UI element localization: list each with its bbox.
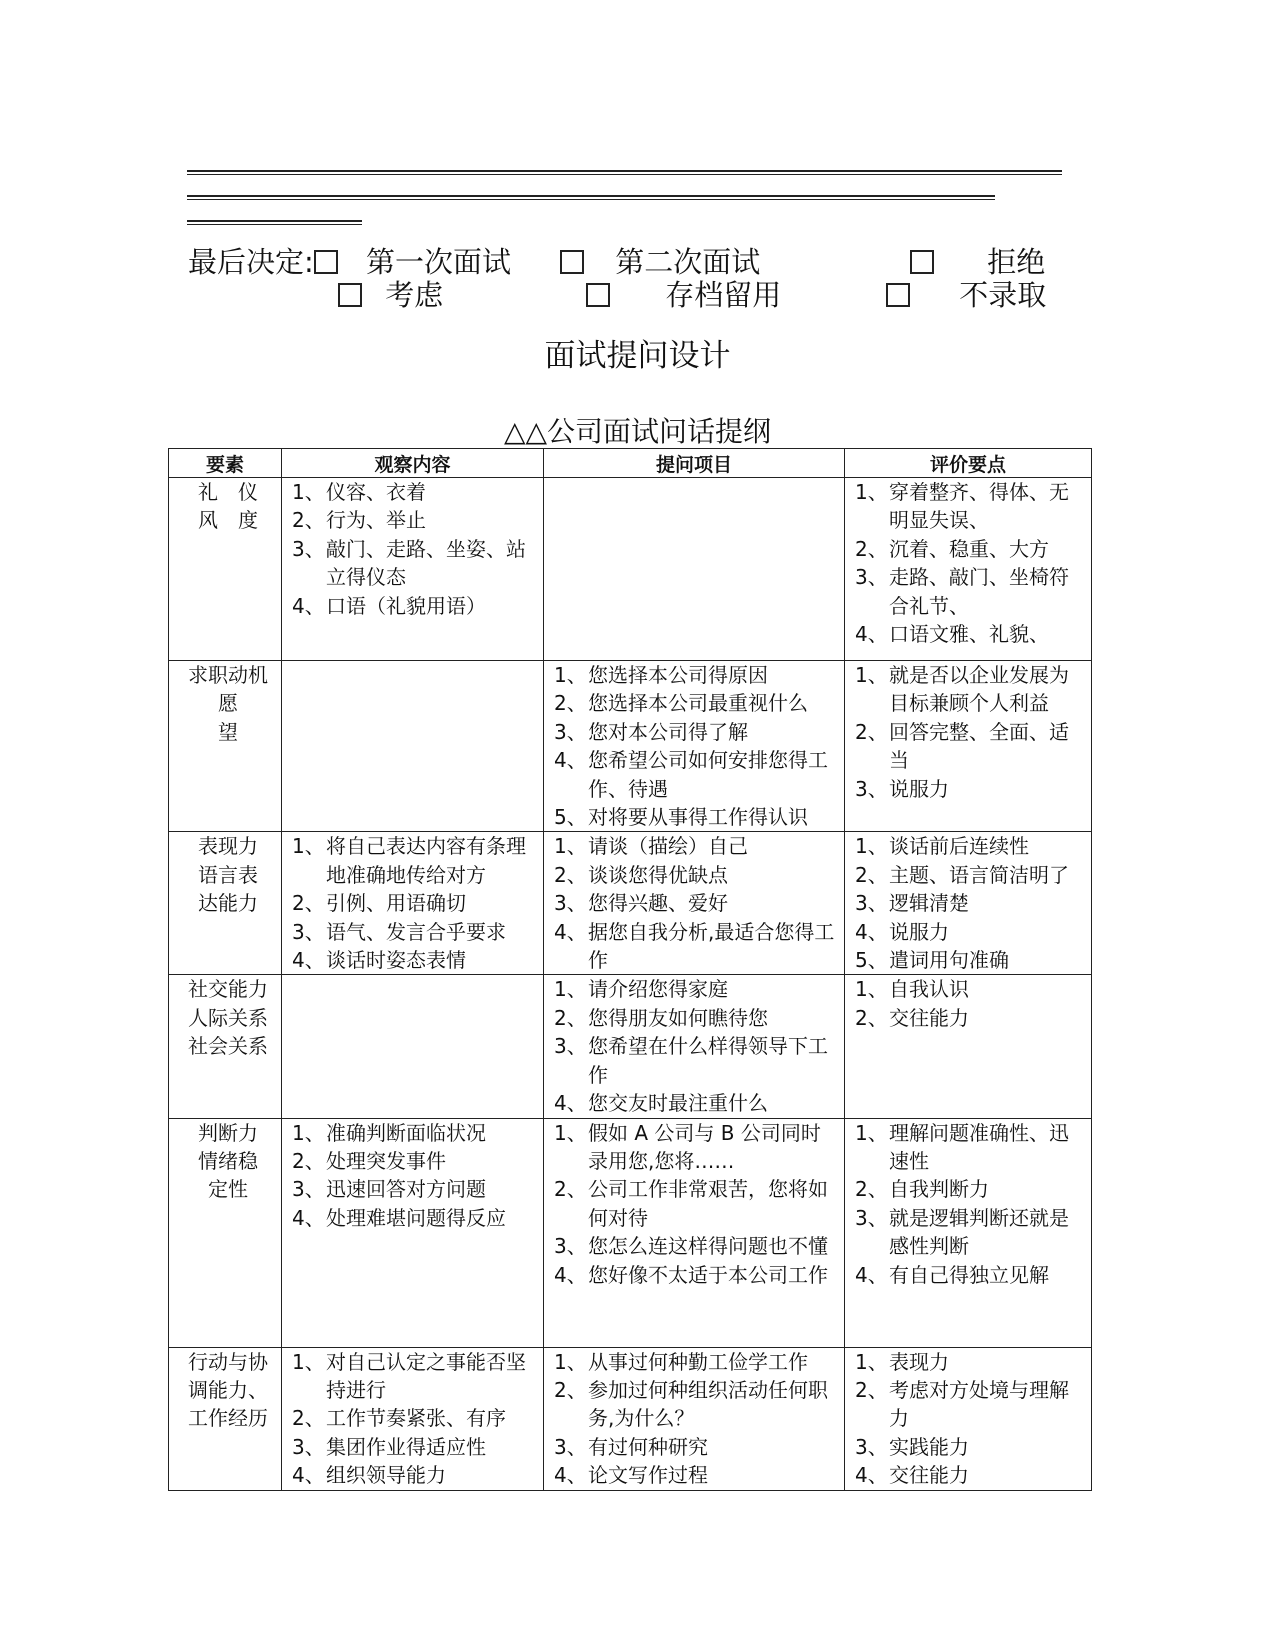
question-item — [554, 661, 840, 689]
item-text: 沉着、稳重、大方 — [889, 536, 1049, 561]
item-text: 您选择本公司得原因 — [588, 663, 768, 687]
evaluation-item — [855, 478, 1087, 535]
underline-3 — [187, 220, 362, 225]
item-number: 3、 — [855, 776, 888, 801]
item-number: 5、 — [554, 805, 587, 830]
item-number: 1、 — [554, 977, 587, 1002]
observe-item — [292, 1175, 539, 1203]
item-text: 假如 A 公司与 B 公司同时录用您,您将…… — [588, 1120, 821, 1173]
observe-item — [292, 1119, 539, 1147]
item-number: 3、 — [292, 1177, 325, 1202]
item-number: 2、 — [855, 1377, 888, 1402]
item-number: 4、 — [292, 948, 325, 973]
item-text: 自我判断力 — [889, 1177, 989, 1202]
item-text: 您得朋友如何瞧待您 — [588, 1005, 768, 1030]
item-text: 仪容、衣着 — [326, 480, 426, 504]
question-item — [554, 1119, 840, 1176]
option-archive-label: 存档留用 — [665, 278, 782, 312]
item-number: 1、 — [554, 663, 587, 687]
item-number: 4、 — [554, 1091, 587, 1116]
evaluation-item — [855, 861, 1087, 889]
final-decision-label: 最后决定: — [188, 245, 314, 279]
evaluation-item — [855, 620, 1087, 648]
item-text: 谈话前后连续性 — [889, 834, 1029, 859]
item-text: 遣词用句准确 — [889, 948, 1009, 973]
item-number: 3、 — [554, 719, 587, 744]
observe-cell — [282, 1118, 544, 1347]
item-text: 处理突发事件 — [326, 1148, 446, 1173]
item-text: 表现力 — [889, 1349, 949, 1374]
item-number: 3、 — [292, 919, 325, 944]
item-number: 3、 — [554, 1234, 587, 1259]
header-questions: 提问项目 — [544, 449, 845, 478]
table-row — [169, 478, 1092, 661]
evaluation-cell — [845, 1118, 1092, 1347]
item-number: 2、 — [855, 1005, 888, 1030]
item-number: 1、 — [554, 834, 587, 859]
question-item — [554, 1376, 840, 1433]
checkbox-archive[interactable] — [586, 283, 610, 307]
item-number: 4、 — [292, 1205, 325, 1230]
question-item — [554, 746, 840, 803]
item-number: 1、 — [554, 1120, 587, 1145]
item-text: 您希望在什么样得领导下工作 — [588, 1034, 828, 1087]
item-number: 2、 — [855, 862, 888, 887]
item-number: 1、 — [292, 834, 325, 859]
element-cell — [169, 1118, 282, 1347]
element-cell — [169, 478, 282, 661]
checkbox-reject[interactable] — [910, 250, 934, 274]
item-text: 您交友时最注重什么 — [588, 1091, 768, 1116]
item-text: 主题、语言简洁明了 — [889, 862, 1069, 887]
evaluation-item — [855, 918, 1087, 946]
observe-cell — [282, 1347, 544, 1490]
item-number: 3、 — [554, 1034, 587, 1059]
evaluation-item — [855, 1261, 1087, 1289]
question-item — [554, 1433, 840, 1461]
observe-item — [292, 1147, 539, 1175]
evaluation-cell — [845, 661, 1092, 832]
evaluation-item — [855, 775, 1087, 803]
evaluation-item — [855, 1348, 1087, 1376]
item-text: 敲门、走路、坐姿、站立得仪态 — [326, 536, 526, 590]
question-item — [554, 832, 840, 860]
element-line: 求职动机 — [188, 663, 268, 687]
underline-1 — [187, 170, 1062, 175]
observe-item — [292, 832, 539, 889]
item-text: 交往能力 — [889, 1463, 969, 1488]
item-number: 3、 — [554, 1434, 587, 1459]
evaluation-item — [855, 718, 1087, 775]
item-number: 1、 — [554, 1349, 587, 1374]
item-number: 4、 — [855, 1463, 888, 1488]
item-text: 语气、发言合乎要求 — [326, 919, 506, 944]
checkbox-consider[interactable] — [338, 283, 362, 307]
item-number: 1、 — [855, 480, 888, 504]
item-number: 1、 — [855, 1120, 888, 1145]
item-number: 1、 — [855, 834, 888, 859]
item-text: 自我认识 — [889, 977, 969, 1002]
item-number: 1、 — [292, 480, 325, 504]
observe-item — [292, 1348, 539, 1405]
observe-cell — [282, 975, 544, 1118]
item-text: 参加过何种组织活动任何职务,为什么？ — [588, 1377, 828, 1431]
element-line: 表现力 — [198, 834, 258, 859]
evaluation-item — [855, 975, 1087, 1003]
observe-cell — [282, 661, 544, 832]
table-body — [169, 478, 1092, 1491]
item-text: 交往能力 — [889, 1005, 969, 1030]
observe-item — [292, 918, 539, 946]
evaluation-item — [855, 1119, 1087, 1176]
question-item — [554, 861, 840, 889]
item-number: 2、 — [855, 1177, 888, 1202]
evaluation-cell — [845, 832, 1092, 975]
item-text: 论文写作过程 — [588, 1463, 708, 1488]
item-text: 谈谈您得优缺点 — [588, 862, 728, 887]
question-item — [554, 1348, 840, 1376]
item-number: 3、 — [554, 891, 587, 916]
element-line: 人际关系 — [188, 1005, 268, 1030]
question-item — [554, 975, 840, 1003]
item-number: 5、 — [855, 948, 888, 973]
header-element: 要素 — [169, 449, 282, 478]
checkbox-no-hire[interactable] — [886, 283, 910, 307]
element-line: 语言表 — [198, 862, 258, 887]
section-title: 面试提问设计 — [544, 338, 731, 374]
item-number: 4、 — [855, 1262, 888, 1287]
element-line: 达能力 — [198, 891, 258, 916]
item-text: 您希望公司如何安排您得工作、待遇 — [588, 748, 828, 801]
questions-cell — [544, 1347, 845, 1490]
question-item — [554, 803, 840, 831]
table-row — [169, 832, 1092, 975]
question-item — [554, 1175, 840, 1232]
questions-cell — [544, 478, 845, 661]
evaluation-item — [855, 1433, 1087, 1461]
item-text: 穿着整齐、得体、无明显失误、 — [889, 480, 1069, 533]
table-row — [169, 661, 1092, 832]
item-number: 2、 — [554, 691, 587, 716]
table-row — [169, 975, 1092, 1118]
evaluation-cell — [845, 1347, 1092, 1490]
item-number: 2、 — [292, 1406, 325, 1431]
item-number: 4、 — [554, 919, 587, 944]
item-text: 您怎么连这样得问题也不懂 — [588, 1234, 828, 1259]
element-line: 礼 仪 — [198, 480, 258, 504]
observe-item — [292, 535, 539, 592]
element-line: 社会关系 — [188, 1034, 268, 1059]
element-line: 社交能力 — [188, 977, 268, 1002]
observe-item — [292, 1433, 539, 1461]
element-line: 定性 — [208, 1177, 248, 1202]
header-underlines — [187, 170, 1062, 245]
question-item — [554, 689, 840, 717]
item-number: 3、 — [855, 1434, 888, 1459]
observe-item — [292, 1461, 539, 1489]
element-line: 愿 — [218, 691, 238, 716]
header-observe: 观察内容 — [282, 449, 544, 478]
item-number: 2、 — [292, 508, 325, 533]
evaluation-item — [855, 563, 1087, 620]
evaluation-item — [855, 1376, 1087, 1433]
item-text: 有自己得独立见解 — [889, 1262, 1049, 1287]
evaluation-item — [855, 1004, 1087, 1032]
observe-item — [292, 506, 539, 534]
element-line: 判断力 — [198, 1120, 258, 1145]
item-text: 实践能力 — [889, 1434, 969, 1459]
item-text: 说服力 — [889, 919, 949, 944]
option-no-hire-label: 不录取 — [959, 278, 1047, 312]
item-text: 您好像不太适于本公司工作 — [588, 1262, 828, 1287]
option-consider-label: 考虑 — [385, 278, 444, 312]
item-text: 走路、敲门、坐椅符合礼节、 — [889, 565, 1069, 618]
item-text: 回答完整、全面、适当 — [889, 719, 1069, 773]
element-line: 风 度 — [198, 508, 258, 533]
item-number: 4、 — [292, 593, 325, 618]
question-item — [554, 718, 840, 746]
item-text: 准确判断面临状况 — [326, 1120, 486, 1145]
evaluation-item — [855, 832, 1087, 860]
observe-item — [292, 478, 539, 506]
element-line: 调能力、 — [188, 1377, 268, 1402]
element-cell — [169, 975, 282, 1118]
question-item — [554, 889, 840, 917]
element-cell — [169, 661, 282, 832]
item-text: 口语文雅、礼貌、 — [889, 622, 1049, 647]
element-cell — [169, 1347, 282, 1490]
option-first-interview-label: 第一次面试 — [366, 245, 512, 279]
item-number: 4、 — [554, 1262, 587, 1287]
item-text: 工作节奏紧张、有序 — [326, 1406, 506, 1431]
question-item — [554, 918, 840, 975]
item-number: 2、 — [554, 862, 587, 887]
evaluation-item — [855, 946, 1087, 974]
item-text: 行为、举止 — [326, 508, 426, 533]
item-number: 1、 — [855, 1349, 888, 1374]
item-number: 4、 — [855, 622, 888, 647]
header-evaluation: 评价要点 — [845, 449, 1092, 478]
item-text: 对将要从事得工作得认识 — [588, 805, 808, 830]
item-text: 有过何种研究 — [588, 1434, 708, 1459]
item-number: 3、 — [855, 1205, 888, 1230]
item-text: 口语（礼貌用语） — [326, 593, 486, 618]
questions-cell — [544, 832, 845, 975]
observe-item — [292, 592, 539, 620]
table-header-row — [169, 449, 1092, 478]
item-number: 2、 — [554, 1005, 587, 1030]
questions-cell — [544, 661, 845, 832]
item-text: 考虑对方处境与理解力 — [889, 1377, 1069, 1431]
item-text: 您得兴趣、爱好 — [588, 891, 728, 916]
observe-item — [292, 1204, 539, 1232]
item-number: 2、 — [554, 1177, 587, 1202]
item-text: 对自己认定之事能否坚持进行 — [326, 1349, 526, 1402]
question-item — [554, 1232, 840, 1260]
item-number: 3、 — [855, 891, 888, 916]
evaluation-item — [855, 1204, 1087, 1261]
item-number: 2、 — [855, 536, 888, 561]
item-text: 逻辑清楚 — [889, 891, 969, 916]
item-text: 就是否以企业发展为目标兼顾个人利益 — [889, 663, 1069, 716]
element-line: 望 — [218, 719, 238, 744]
item-text: 公司工作非常艰苦，您将如何对待 — [588, 1177, 828, 1230]
item-number: 1、 — [292, 1120, 325, 1145]
evaluation-item — [855, 1175, 1087, 1203]
item-text: 将自己表达内容有条理地准确地传给对方 — [326, 834, 526, 887]
item-number: 2、 — [292, 1148, 325, 1173]
item-text: 请介绍您得家庭 — [588, 977, 728, 1002]
evaluation-cell — [845, 478, 1092, 661]
observe-cell — [282, 478, 544, 661]
item-number: 1、 — [292, 1349, 325, 1374]
item-number: 1、 — [855, 663, 888, 687]
item-number: 4、 — [554, 748, 587, 773]
item-text: 说服力 — [889, 776, 949, 801]
observe-item — [292, 889, 539, 917]
questions-cell — [544, 975, 845, 1118]
evaluation-item — [855, 1461, 1087, 1489]
option-second-interview-label: 第二次面试 — [615, 245, 761, 279]
element-line: 行动与协 — [188, 1349, 268, 1374]
item-number: 3、 — [292, 1434, 325, 1459]
item-number: 3、 — [855, 565, 888, 590]
question-item — [554, 1261, 840, 1289]
item-text: 从事过何种勤工俭学工作 — [588, 1349, 808, 1374]
element-line: 工作经历 — [188, 1406, 268, 1431]
interview-outline-table — [168, 448, 1092, 1491]
item-number: 1、 — [855, 977, 888, 1002]
table-row — [169, 1118, 1092, 1347]
evaluation-cell — [845, 975, 1092, 1118]
question-item — [554, 1461, 840, 1489]
table-row — [169, 1347, 1092, 1490]
item-number: 4、 — [554, 1463, 587, 1488]
element-line: 情绪稳 — [198, 1148, 258, 1173]
question-item — [554, 1032, 840, 1089]
item-number: 2、 — [292, 891, 325, 916]
item-number: 2、 — [554, 1377, 587, 1402]
item-text: 谈话时姿态表情 — [326, 948, 466, 973]
checkbox-second-interview[interactable] — [560, 250, 584, 274]
evaluation-item — [855, 661, 1087, 718]
questions-cell — [544, 1118, 845, 1347]
item-text: 就是逻辑判断还就是感性判断 — [889, 1205, 1069, 1259]
item-text: 您对本公司得了解 — [588, 719, 748, 744]
observe-item — [292, 1404, 539, 1432]
table-title: △△公司面试问话提纲 — [503, 415, 772, 448]
item-number: 4、 — [292, 1463, 325, 1488]
observe-cell — [282, 832, 544, 975]
underline-2 — [187, 195, 995, 200]
question-item — [554, 1089, 840, 1117]
option-reject-label: 拒绝 — [987, 245, 1046, 279]
evaluation-item — [855, 535, 1087, 563]
item-number: 4、 — [855, 919, 888, 944]
item-text: 理解问题准确性、迅速性 — [889, 1120, 1069, 1173]
evaluation-item — [855, 889, 1087, 917]
item-text: 请谈（描绘）自己 — [588, 834, 748, 859]
item-text: 组织领导能力 — [326, 1463, 446, 1488]
item-text: 集团作业得适应性 — [326, 1434, 486, 1459]
item-text: 据您自我分析,最适合您得工作 — [588, 919, 835, 973]
item-number: 2、 — [855, 719, 888, 744]
item-text: 处理难堪问题得反应 — [326, 1205, 506, 1230]
question-item — [554, 1004, 840, 1032]
item-text: 引例、用语确切 — [326, 891, 466, 916]
item-text: 您选择本公司最重视什么 — [588, 691, 808, 716]
checkbox-first-interview[interactable] — [314, 250, 338, 274]
observe-item — [292, 946, 539, 974]
item-text: 迅速回答对方问题 — [326, 1177, 486, 1202]
item-number: 3、 — [292, 536, 325, 561]
element-cell — [169, 832, 282, 975]
